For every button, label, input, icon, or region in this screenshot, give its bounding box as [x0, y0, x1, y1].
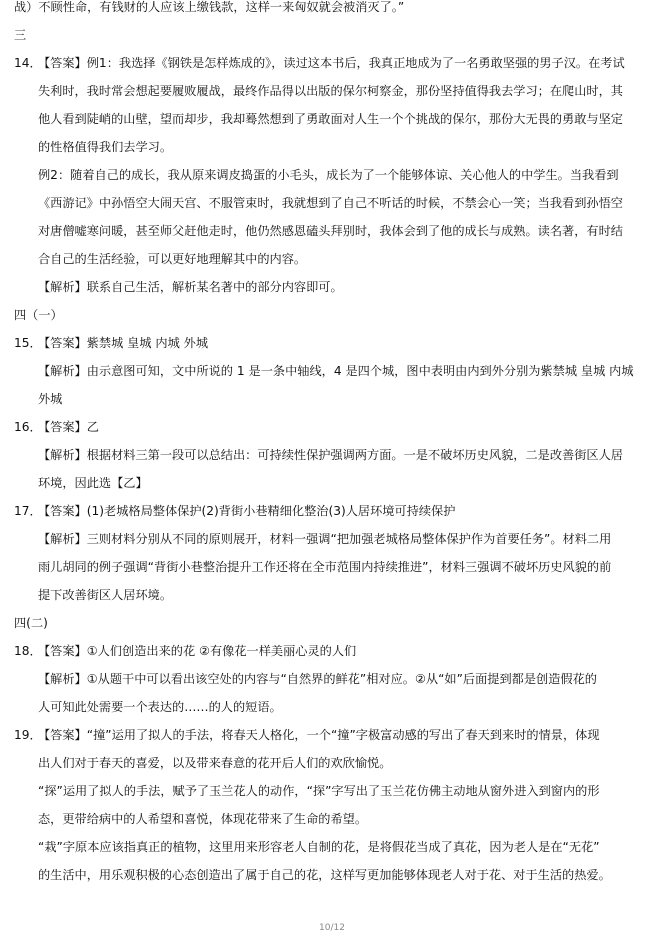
text-line — [0, 133, 664, 161]
text-line — [0, 245, 664, 273]
question-18-answer — [0, 637, 664, 665]
text-line — [0, 469, 664, 497]
text-line — [0, 385, 664, 413]
text-line — [0, 161, 664, 189]
line-text: 【答案】紫禁城 皇城 内城 外城 — [38, 336, 209, 350]
text-line — [0, 777, 664, 805]
section-heading — [0, 609, 664, 637]
question-14-answer — [0, 49, 664, 77]
text-line — [0, 805, 664, 833]
section-heading — [0, 301, 664, 329]
text-line — [0, 581, 664, 609]
line-text: 【答案】(1)老城格局整体保护(2)背街小巷精细化整治(3)人居环境可持续保护 — [38, 504, 456, 518]
line-text: 失利时，我时常会想起要履败履战，最终作品得以出版的保尔柯察金，那份坚持值得我去学习；在爬山时，其 — [38, 84, 623, 98]
line-text: 提下改善街区人居环境。 — [38, 588, 173, 602]
question-17-answer — [0, 497, 664, 525]
text-line — [0, 693, 664, 721]
question-18-analysis — [0, 665, 664, 693]
question-number: 17． — [14, 504, 42, 518]
section-heading — [0, 21, 664, 49]
line-text: 【解析】根据材料三第一段可以总结出：可持续性保护强调两方面。一是不破坏历史风貌，二是改善街区人居 — [38, 448, 623, 462]
line-text: 例2：随着自己的成长，我从原来调皮捣蛋的小毛头，成长为了一个能够体谅、关心他人的中学生。当我看到 — [38, 168, 619, 182]
line-text: 【解析】三则材料分别从不同的原则展开，材料一强调“把加强老城格局整体保护作为首要任务”。材料二用 — [38, 532, 612, 546]
line-text: 态，更带给病中的人希望和喜悦，体现花带来了生命的希望。 — [38, 812, 368, 826]
text-line — [0, 833, 664, 861]
text-line — [0, 749, 664, 777]
page-number: 10/12 — [319, 923, 345, 933]
text-line — [0, 105, 664, 133]
line-text: 【答案】“撞”运用了拟人的手法，将春天人格化，一个“撞”字极富动感的写出了春天到来时的情景，体现 — [38, 728, 600, 742]
line-text: 的性格值得我们去学习。 — [38, 140, 173, 154]
line-text: “探”运用了拟人的手法，赋予了玉兰花人的动作，“探”字写出了玉兰花仿佛主动地从窗外进入到窗内的形 — [38, 784, 600, 798]
question-19-answer — [0, 721, 664, 749]
line-text: 战）不顾性命，有钱财的人应该上缴钱款，这样一来匈奴就会被消灭了。” — [14, 0, 405, 14]
line-text: 【答案】乙 — [38, 420, 99, 434]
line-text: 《西游记》中孙悟空大闹天宫、不服管束时，我就想到了自己不听话的时候，不禁会心一笑；当我看到孙悟空 — [38, 196, 623, 210]
question-number: 16． — [14, 420, 42, 434]
line-text: 【答案】①人们创造出来的花 ②有像花一样美丽心灵的人们 — [38, 644, 357, 658]
text-line — [0, 217, 664, 245]
line-text: 合自己的生活经验，可以更好地理解其中的内容。 — [38, 252, 307, 266]
question-number: 19． — [14, 728, 42, 742]
text-line — [0, 0, 664, 21]
question-number: 14． — [14, 56, 42, 70]
line-text: 他人看到陡峭的山壁，望而却步，我却蓦然想到了勇敢面对人生一个个挑战的保尔，那份大无畏的勇敢与坚定 — [38, 112, 623, 126]
question-16-answer — [0, 413, 664, 441]
line-text: 对唐僧嘘寒问暖，甚至师父赶他走时，他仍然感恩磕头拜别时，我体会到了他的成长与成熟。读名著，有时结 — [38, 224, 623, 238]
question-15-analysis — [0, 357, 664, 385]
line-text: 出人们对于春天的喜爱，以及带来春意的花开后人们的欢欣愉悦。 — [38, 756, 392, 770]
line-text: 【解析】由示意图可知，文中所说的 1 是一条中轴线，4 是四个城，图中表明由内到外分别为紫禁城 皇城 内城 — [38, 364, 634, 378]
line-text: “栽”字原本应该指真正的植物，这里用来形容老人自制的花，是将假花当成了真花，因为老人是在“无花” — [38, 840, 600, 854]
line-text: 【解析】①从题干中可以看出该空处的内容与“自然界的鲜花”相对应。②从“如”后面提到都是创造假花的 — [38, 672, 597, 686]
line-text: 【解析】联系自己生活，解析某名著中的部分内容即可。 — [38, 280, 343, 294]
section-title: 四(二) — [14, 616, 48, 630]
line-text: 人可知此处需要一个表达的……的人的短语。 — [38, 700, 282, 714]
text-line — [0, 553, 664, 581]
text-line — [0, 861, 664, 889]
question-17-analysis — [0, 525, 664, 553]
question-number: 18． — [14, 644, 42, 658]
question-16-analysis — [0, 441, 664, 469]
line-text: 环境，因此选【乙】 — [38, 476, 148, 490]
line-text: 雨儿胡同的例子强调“背街小巷整治提升工作还将在全市范围内持续推进”，材料三强调不破坏历史风貌的前 — [38, 560, 612, 574]
text-line — [0, 189, 664, 217]
question-14-analysis — [0, 273, 664, 301]
text-line — [0, 77, 664, 105]
section-title: 四（一） — [14, 308, 63, 322]
question-number: 15． — [14, 336, 42, 350]
line-text: 的生活中，用乐观积极的心态创造出了属于自己的花，这样写更加能够体现老人对于花、对于生活的热爱。 — [38, 868, 611, 882]
line-text: 【答案】例1：我选择《钢铁是怎样炼成的》，读过这本书后，我真正地成为了一名勇敢坚强的男子汉。在考试 — [38, 56, 625, 70]
line-text: 外城 — [38, 392, 63, 406]
section-title: 三 — [14, 28, 27, 42]
question-15-answer — [0, 329, 664, 357]
